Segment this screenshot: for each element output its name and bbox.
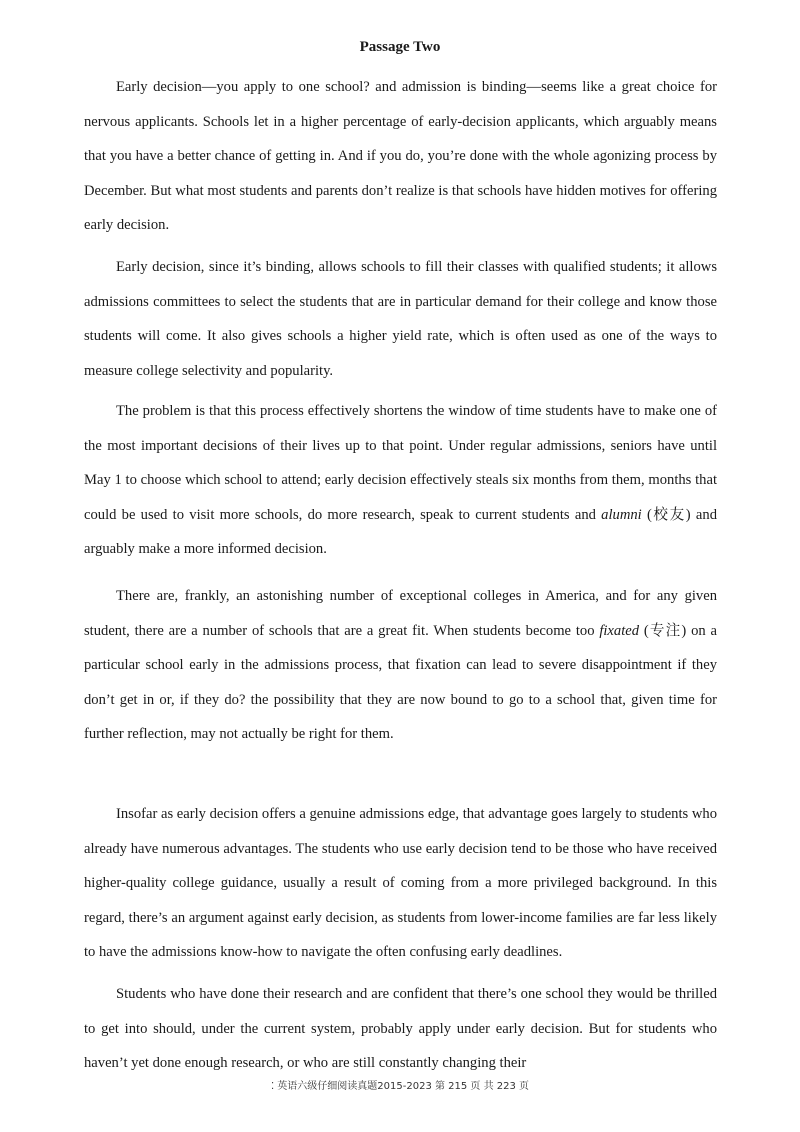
paragraph-4 bbox=[84, 579, 717, 752]
fixated-gloss: (专注) bbox=[639, 622, 687, 639]
paragraph-6: Students who have done their research and are confident that there’s one school they would be thrilled to get into should, under the current system, probably apply under early decision. But for students who haven’t yet done enough research, or who are still constantly changing their bbox=[84, 986, 717, 1072]
fixated-term: fixated bbox=[599, 622, 640, 639]
paragraph-3 bbox=[84, 394, 717, 567]
paragraph-3-text-after: and arguably make a more informed decision. bbox=[84, 506, 717, 558]
page-footer: ⁚ 英语六级仔细阅读真题2015-2023 第 215 页 共 223 页 bbox=[270, 1081, 530, 1092]
paragraph-4-text-after: on a particular school early in the admissions process, that fixation can lead to severe disappointment if they don’t get in or, if they do? the possibility that they are now bound to go to a school that, given time for further reflection, may not actually be right for them. bbox=[84, 622, 717, 743]
paragraph-1: Early decision—you apply to one school? and admission is binding—seems like a great choice for nervous applicants. Schools let in a higher percentage of early-decision applicants, which arguably means that you have a better chance of getting in. And if you do, you’re done with the whole agonizing process by December. But what most students and parents don’t realize is that schools have hidden motives for offering early decision. bbox=[84, 79, 717, 234]
alumni-term: alumni bbox=[601, 506, 642, 523]
paragraph-3-text-before: The problem is that this process effectively shortens the window of time students have to make one of the most important decisions of their lives up to that point. Under regular admissions, seniors have until May 1 to choose which school to attend; early decision effectively steals six months from them, months that could be used to visit more schools, do more research, speak to current students and bbox=[84, 403, 717, 523]
paragraph-5: Insofar as early decision offers a genuine admissions edge, that advantage goes largely to students who already have numerous advantages. The students who use early decision tend to be those who have received higher-quality college guidance, usually a result of coming from a more privileged background. In this regard, there’s an argument against early decision, as students from lower-income families are far less likely to have the admissions know-how to navigate the often confusing early deadlines. bbox=[84, 806, 717, 961]
passage-title: Passage Two bbox=[359, 39, 441, 55]
paragraph-2: Early decision, since it’s binding, allows schools to fill their classes with qualified students; it allows admissions committees to select the students that are in particular demand for their college and know those students will come. It also gives schools a higher yield rate, which is often used as one of the ways to measure college selectivity and popularity. bbox=[84, 259, 717, 379]
alumni-gloss: (校友) bbox=[641, 506, 691, 523]
paragraph-4-text-before: There are, frankly, an astonishing number of exceptional colleges in America, and for any given student, there are a number of schools that are a great fit. When students become too bbox=[84, 588, 717, 639]
